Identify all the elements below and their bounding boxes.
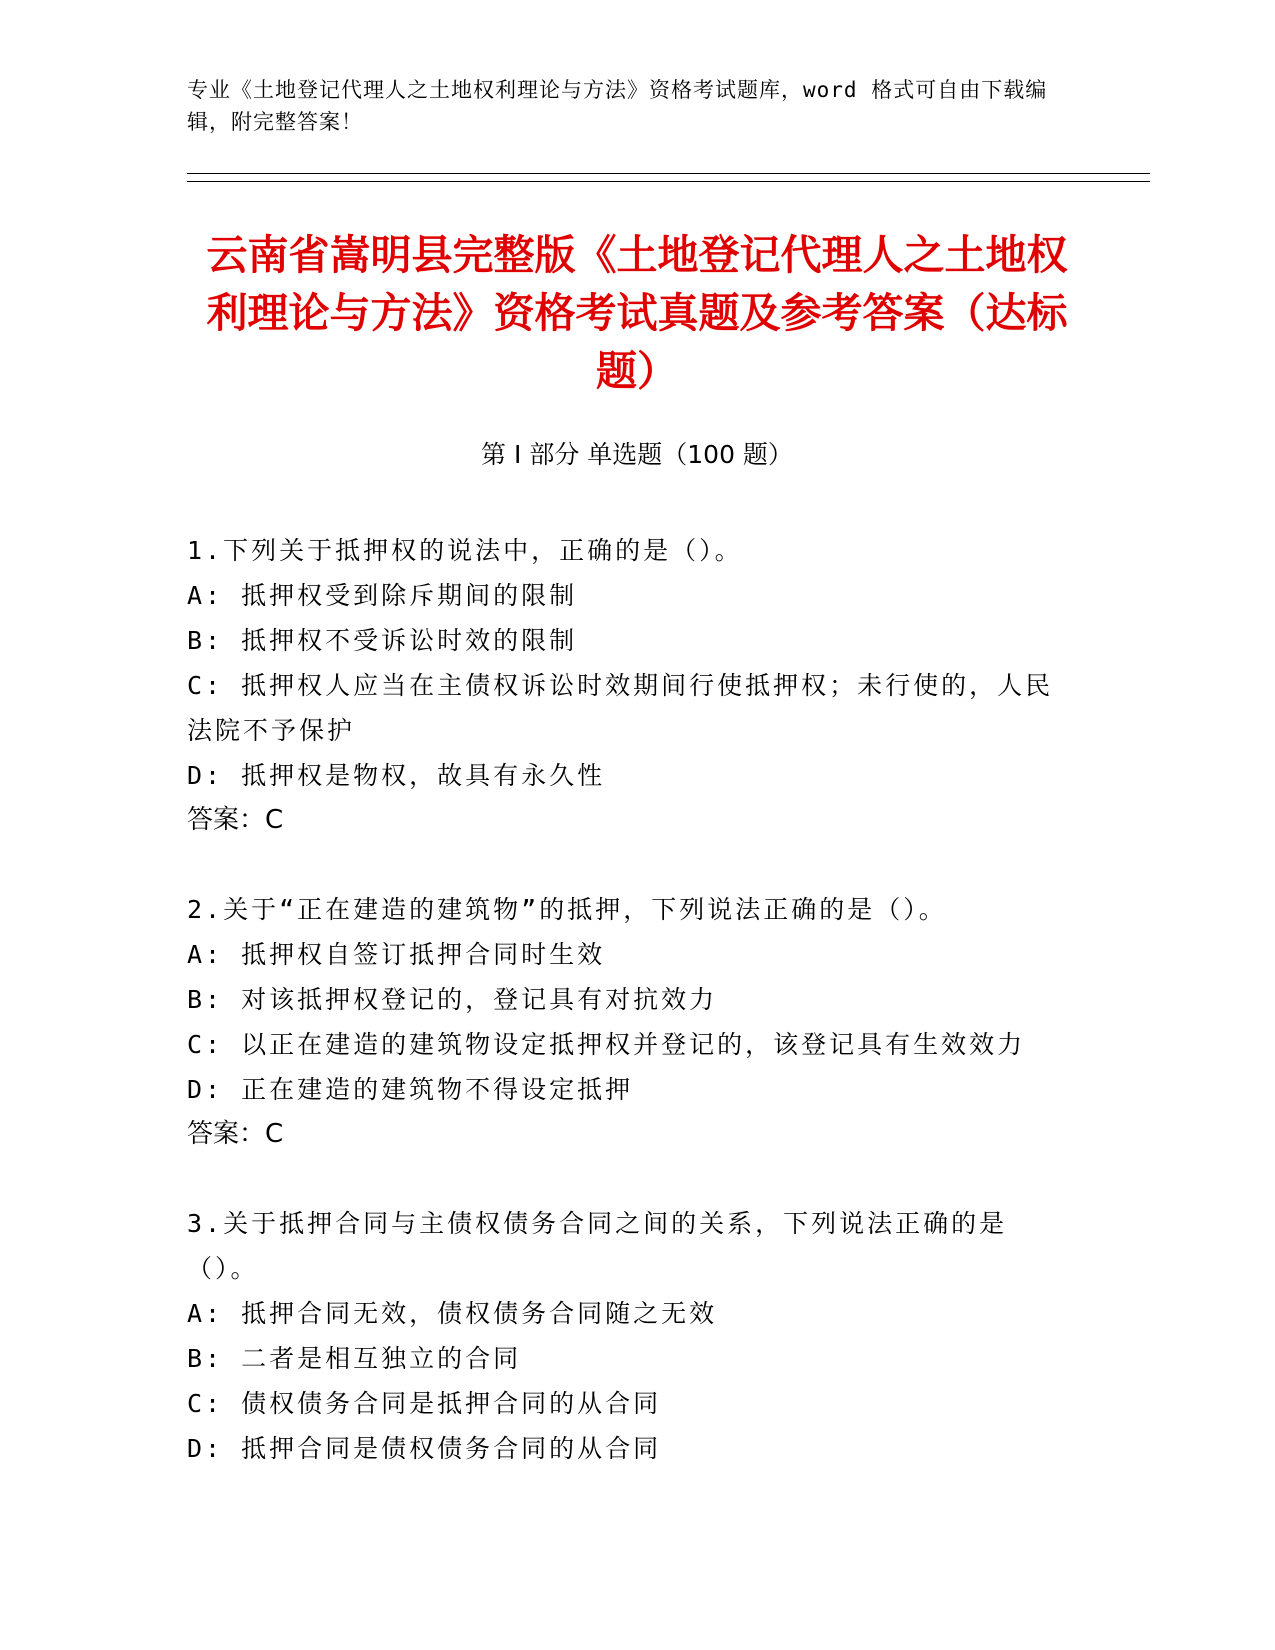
question-stem: 1.下列关于抵押权的说法中，正确的是（）。 xyxy=(187,536,743,565)
question-3 xyxy=(187,1201,1077,1471)
option-b: B: 对该抵押权登记的，登记具有对抗效力 xyxy=(187,985,718,1014)
option-c: C: 抵押权人应当在主债权诉讼时效期间行使抵押权；未行使的，人民法院不予保护 xyxy=(187,671,1054,745)
header-rule-top xyxy=(187,173,1150,174)
question-2 xyxy=(187,887,1077,1157)
section-heading: 第 I 部分 单选题（100 题） xyxy=(481,440,793,469)
question-list xyxy=(187,528,1077,1515)
option-a: A: 抵押合同无效，债权债务合同随之无效 xyxy=(187,1299,718,1328)
option-a: A: 抵押权受到除斥期间的限制 xyxy=(187,581,578,610)
header-rule-bottom xyxy=(187,181,1150,182)
option-b: B: 二者是相互独立的合同 xyxy=(187,1344,522,1373)
option-c: C: 债权债务合同是抵押合同的从合同 xyxy=(187,1389,662,1418)
answer: 答案：C xyxy=(187,805,284,835)
question-stem: 2.关于“正在建造的建筑物”的抵押，下列说法正确的是（）。 xyxy=(187,895,947,924)
option-d: D: 抵押权是物权，故具有永久性 xyxy=(187,761,606,790)
answer: 答案：C xyxy=(187,1119,284,1149)
option-d: D: 正在建造的建筑物不得设定抵押 xyxy=(187,1075,634,1104)
option-d: D: 抵押合同是债权债务合同的从合同 xyxy=(187,1434,662,1463)
question-1 xyxy=(187,528,1077,843)
document-title: 云南省嵩明县完整版《土地登记代理人之土地权利理论与方法》资格考试真题及参考答案（达标题） xyxy=(206,231,1068,395)
option-b: B: 抵押权不受诉讼时效的限制 xyxy=(187,626,578,655)
header-note: 专业《土地登记代理人之土地权利理论与方法》资格考试题库，word 格式可自由下载编辑，附完整答案！ xyxy=(187,78,1048,134)
option-c: C: 以正在建造的建筑物设定抵押权并登记的，该登记具有生效效力 xyxy=(187,1030,1026,1059)
option-a: A: 抵押权自签订抵押合同时生效 xyxy=(187,940,606,969)
question-stem: 3.关于抵押合同与主债权债务合同之间的关系，下列说法正确的是（）。 xyxy=(187,1209,1008,1283)
